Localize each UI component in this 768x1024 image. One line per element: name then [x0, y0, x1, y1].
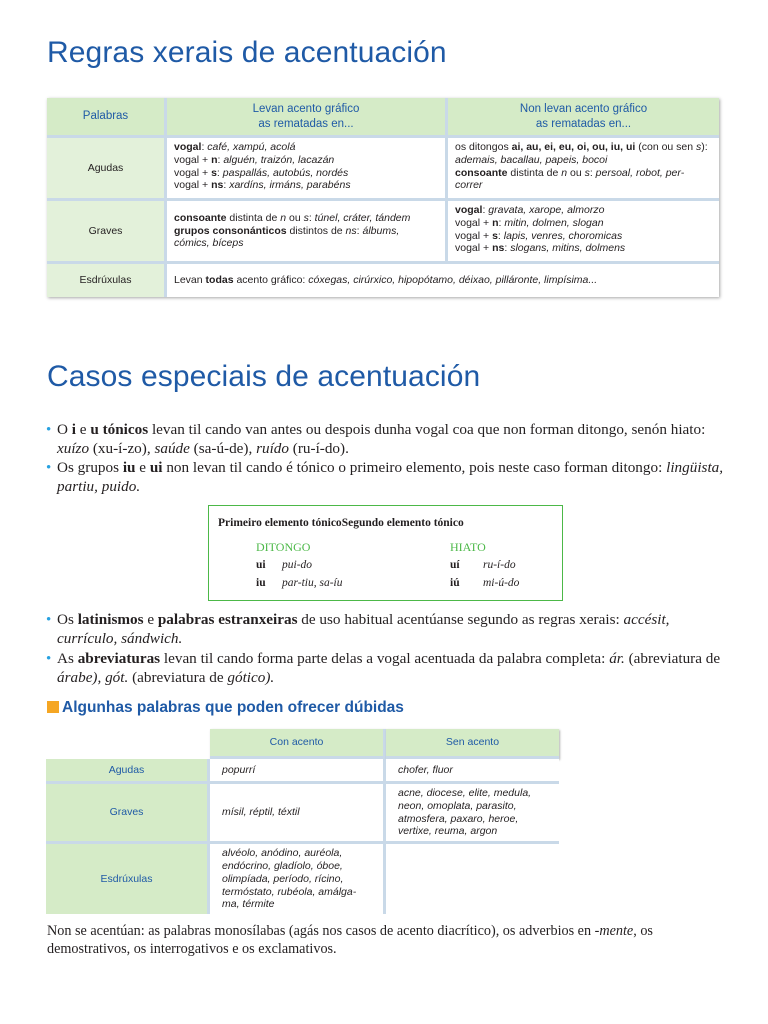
example-miudo: mi-ú-do [483, 577, 520, 589]
doubtful-words-table [46, 729, 559, 914]
square-bullet-icon [47, 701, 59, 713]
row-agudas: Agudas [47, 138, 167, 201]
agudas-con: popurrí [210, 759, 386, 784]
accent-rules-table [47, 98, 719, 297]
graves-non-levan: vogal: gravata, xarope, almorzo vogal + n: mitin, dolmen, slogan vogal + s: lapis, venres, choromicas vogal + ns: slogans, mitins, dolmens [448, 201, 719, 264]
group-ui: ui [256, 559, 266, 571]
header-levan: Levan acento gráfico as rematadas en... [167, 98, 448, 138]
group-iu: iu [256, 577, 266, 589]
row-graves: Graves [47, 201, 167, 264]
example-puido: pui-do [282, 559, 313, 571]
box-header: Primeiro elemento tónicoSegundo elemento tónico [218, 517, 464, 529]
graves-levan: consoante distinta de n ou s: túnel, cráter, tándem grupos consonánticos distintos de ns: álbums, cómics, bíceps [167, 201, 448, 264]
bullet-icon: • [46, 612, 52, 628]
bullet-icon: • [46, 460, 52, 476]
bullet-icon: • [46, 651, 52, 667]
bullet-abreviaturas: • As abreviaturas levan til cando forma parte delas a vogal acentuada da palabra completa: ár. (abreviatura de árabe), gót. (abreviatura de gótico). [46, 650, 721, 686]
group-ui-accent: uí [450, 559, 460, 571]
esdruxulas-rule: Levan todas acento gráfico: cóxegas, cirúrxico, hipopótamo, déixao, pilláronte, limpísima... [167, 264, 719, 297]
agudas-non-levan: os ditongos ai, au, ei, eu, oi, ou, iu, ui (con ou sen s): ademais, bacallau, papeis, bocoi consoante distinta de n ou s: persoal, robot, per- correr [448, 138, 719, 201]
agudas-sen: chofer, fluor [386, 759, 559, 784]
row-esdruxulas: Esdrúxulas [47, 264, 167, 297]
header-non-levan: Non levan acento gráfico as rematadas en... [448, 98, 719, 138]
page-title: Regras xerais de acentuación [47, 36, 447, 69]
label-hiato: HIATO [450, 540, 486, 554]
agudas-levan: vogal: café, xampú, acolá vogal + n: alguén, traizón, lacazán vogal + s: paspallás, autobús, nordés vogal + ns: xardíns, irmáns, parabéns [167, 138, 448, 201]
bullet-hiato: • O i e u tónicos levan til cando van antes ou despois dunha vogal coa que non forman ditongo, senón hiato: xuízo (xu-í-zo), saúde (sa-ú-de), ruído (ru-í-do). [46, 421, 706, 457]
esdruxulas-sen [386, 844, 559, 914]
header-palabras: Palabras [47, 98, 167, 138]
label-ditongo: DITONGO [256, 540, 311, 554]
header-sen-acento: Sen acento [386, 729, 559, 759]
esdruxulas-con: alvéolo, anódino, auréola, endócrino, gladíolo, óboe, olimpíada, período, rícino, termóstato, rubéola, amálga- ma, térmite [210, 844, 386, 914]
footer-note: Non se acentúan: as palabras monosílabas (agás nos casos de acento diacrítico), os adverbios en -mente, os demostrativos, os interrogativos e os exclamativos. [47, 923, 653, 957]
example-partiu: par-tiu, sa-íu [282, 577, 343, 589]
row-agudas: Agudas [46, 759, 210, 784]
subsection-title: Algunhas palabras que poden ofrecer dúbidas [47, 699, 404, 717]
ditongo-hiato-box [208, 505, 563, 601]
header-con-acento: Con acento [210, 729, 386, 759]
bullet-ditongo: • Os grupos iu e ui non levan til cando é tónico o primeiro elemento, pois neste caso forman ditongo: lingüista, partiu, puido. [46, 459, 724, 495]
row-graves: Graves [46, 784, 210, 844]
example-ruido: ru-í-do [483, 559, 516, 571]
row-esdruxulas: Esdrúxulas [46, 844, 210, 914]
section-title: Casos especiais de acentuación [47, 360, 481, 393]
bullet-icon: • [46, 422, 52, 438]
group-iu-accent: iú [450, 577, 460, 589]
graves-sen: acne, diocese, elite, medula, neon, omoplata, parasito, atmosfera, paxaro, heroe, vertixe, reuma, argon [386, 784, 559, 844]
bullet-latinismos: • Os latinismos e palabras estranxeiras de uso habitual acentúanse segundo as regras xerais: accésit, currículo, sándwich. [46, 611, 670, 647]
graves-con: mísil, réptil, téxtil [210, 784, 386, 844]
